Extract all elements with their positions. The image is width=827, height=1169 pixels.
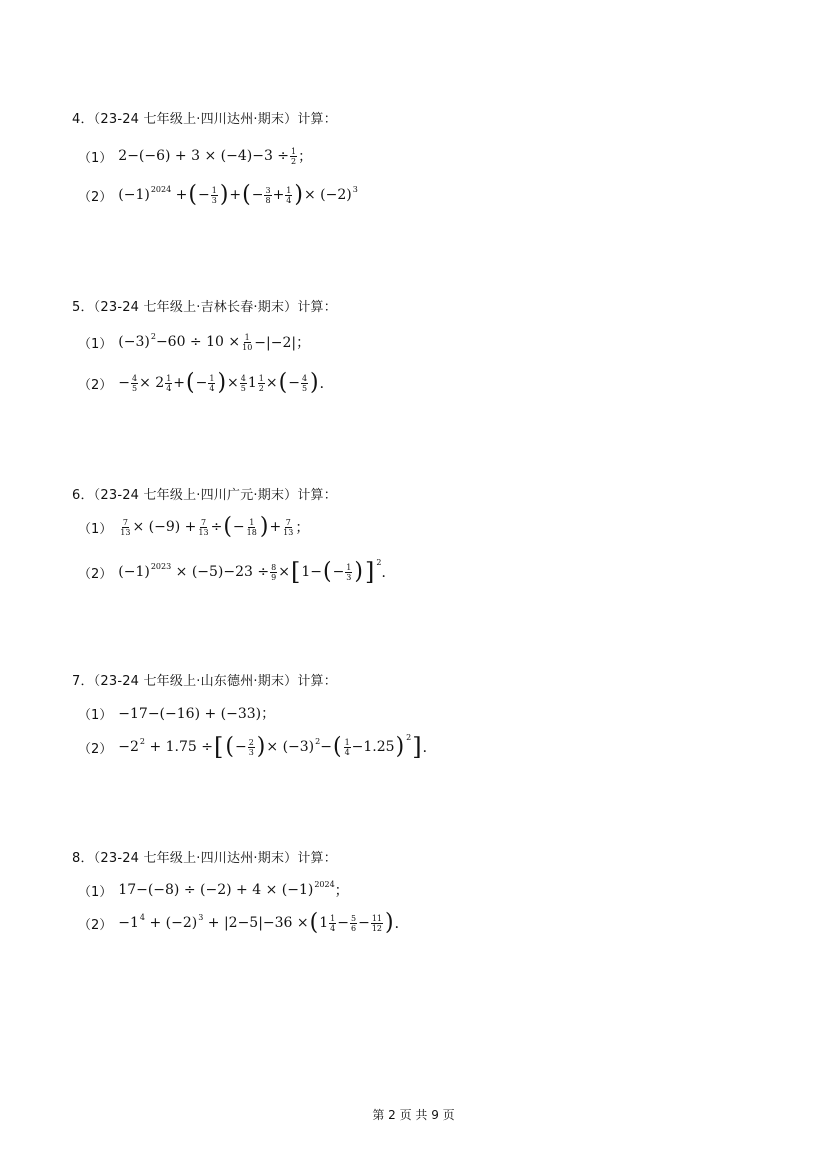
question-number: 5． bbox=[72, 300, 94, 315]
page-footer: 第 2 页 共 9 页 bbox=[372, 1108, 455, 1122]
question-number: 6． bbox=[72, 488, 94, 503]
part-label: （2） bbox=[78, 189, 113, 205]
q6-part-2 bbox=[78, 557, 396, 586]
expression: 7 13 × (−9) + 7 13 ÷ ( − 1 18 ) + 7 13 ； bbox=[120, 513, 310, 540]
question-4-title bbox=[72, 108, 337, 127]
q5-part-1 bbox=[78, 332, 310, 352]
expression: (−3) 2 −60 ÷ 10 × 1 10 −|−2|； bbox=[118, 331, 311, 352]
question-source: （23-24 七年级上·四川广元·期末）计算： bbox=[93, 488, 337, 503]
part-label: （2） bbox=[78, 566, 113, 582]
question-6-title bbox=[72, 484, 337, 503]
part-label: （1） bbox=[78, 707, 113, 723]
q4-part-2 bbox=[78, 181, 358, 208]
part-label: （1） bbox=[78, 884, 113, 900]
expression: (−1) 2024 + ( − 1 3 ) + ( − 3 8 + 1 4 ) × (−2) 3 bbox=[118, 181, 358, 208]
expression: 17−(−8) ÷ (−2) + 4 × (−1) 2024 ； bbox=[118, 879, 349, 899]
expression: 2−(−6) + 3 × (−4)−3 ÷ 1 2 ； bbox=[118, 146, 313, 166]
q7-part-2 bbox=[78, 732, 437, 761]
question-5-title bbox=[72, 296, 337, 315]
q8-part-1 bbox=[78, 880, 349, 900]
question-number: 7． bbox=[72, 674, 94, 689]
q5-part-2 bbox=[78, 369, 334, 396]
q7-part-1 bbox=[78, 703, 275, 723]
part-label: （1） bbox=[78, 521, 113, 537]
part-label: （2） bbox=[78, 377, 113, 393]
expression: −1 4 + (−2) 3 + |2−5|−36 × ( 1 1 4 − 5 6 − 11 12 ) ． bbox=[118, 909, 409, 936]
expression: (−1) 2023 × (−5)−23 ÷ 8 9 × [ 1− ( − 1 3 ) ] 2 ． bbox=[118, 557, 396, 586]
question-source: （23-24 七年级上·四川达州·期末）计算： bbox=[93, 112, 337, 127]
expression: −17−(−16) + (−33)； bbox=[118, 706, 276, 722]
expression: −2 2 + 1.75 ÷ [ ( − 2 3 ) × (−3) 2 − ( 1 4 −1.25 ) 2 ] ． bbox=[118, 732, 437, 761]
q6-part-1 bbox=[78, 513, 310, 540]
question-number: 4． bbox=[72, 112, 94, 127]
q4-part-1 bbox=[78, 146, 312, 166]
part-label: （1） bbox=[78, 336, 113, 352]
q8-part-2 bbox=[78, 909, 409, 936]
part-label: （1） bbox=[78, 150, 113, 166]
part-label: （2） bbox=[78, 917, 113, 933]
part-label: （2） bbox=[78, 741, 113, 757]
question-source: （23-24 七年级上·四川达州·期末）计算： bbox=[93, 851, 337, 866]
question-7-title bbox=[72, 670, 337, 689]
expression: − 4 5 × 2 1 4 + ( − 1 4 ) × 4 5 1 1 2 × ( − 4 5 ) ． bbox=[118, 369, 334, 396]
question-number: 8． bbox=[72, 851, 94, 866]
question-source: （23-24 七年级上·吉林长春·期末）计算： bbox=[93, 300, 337, 315]
question-8-title bbox=[72, 847, 337, 866]
question-source: （23-24 七年级上·山东德州·期末）计算： bbox=[93, 674, 337, 689]
